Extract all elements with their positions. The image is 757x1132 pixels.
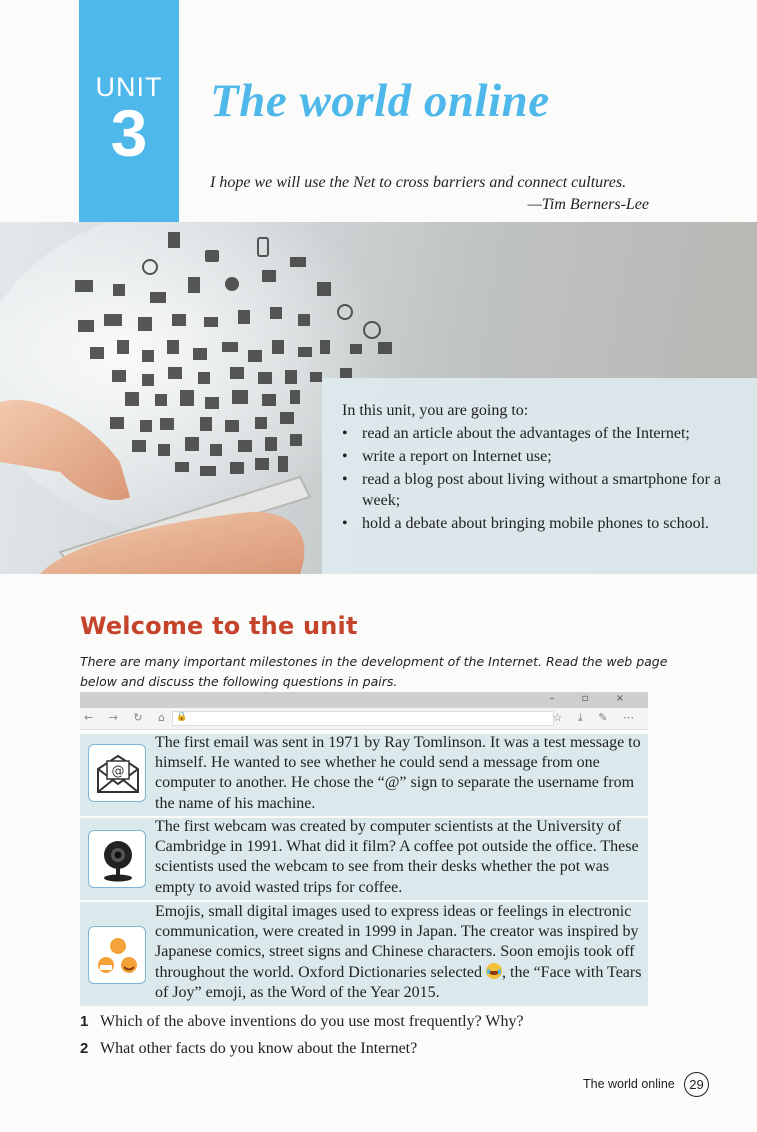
svg-text:@: @ (111, 764, 125, 779)
goal-item: • hold a debate about bringing mobile phones to school. (342, 513, 739, 534)
goal-item: • read a blog post about living without a smartphone for a week; (342, 469, 739, 511)
browser-action-icons[interactable]: ☆ ⤓ ✎ ⋯ (552, 711, 640, 724)
emoji-icon (88, 926, 146, 984)
browser-window (80, 692, 648, 732)
address-bar[interactable] (172, 711, 554, 726)
tears-of-joy-emoji-icon (486, 963, 502, 979)
page-title: The world online (210, 75, 550, 127)
question-1 (80, 1013, 524, 1031)
fact-text: The first webcam was created by computer scientists at the University of Cambridge in 1991. What did it film? A coffee pot outside the office. These scientists used the webcam to see from their desks whether the pot was empty to avoid wasted trips for coffee. (155, 818, 639, 896)
question-text: What other facts do you know about the Internet? (100, 1040, 418, 1057)
fact-email (80, 734, 648, 816)
email-icon (88, 744, 146, 802)
browser-toolbar (80, 708, 648, 730)
question-number: 1 (80, 1013, 89, 1030)
unit-number: 3 (110, 96, 148, 170)
section-instructions: There are many important milestones in the development of the Internet. Read the web page below and discuss the following questions in pairs. (80, 654, 668, 689)
goals-intro: In this unit, you are going to: (342, 402, 529, 419)
hero-image (0, 222, 757, 574)
browser-nav-icons[interactable]: ← → ↻ ⌂ (84, 711, 172, 724)
fact-text: The first email was sent in 1971 by Ray Tomlinson. It was a test message to himself. He wanted to see whether he could send a message from one computer to another. He chose the “@” sign to separate the username from the name of his machine. (155, 734, 641, 812)
browser-titlebar (80, 692, 648, 708)
question-2 (80, 1040, 417, 1058)
page-number: 29 (684, 1072, 709, 1097)
fact-text (155, 902, 645, 1003)
section-heading: Welcome to the unit (80, 612, 358, 640)
fact-text-part: , the “Face with Tears of Joy” emoji, as the Word of the Year 2015. (155, 963, 642, 1001)
quote: I hope we will use the Net to cross barriers and connect cultures. (210, 174, 627, 191)
fact-text-part: Emojis, small digital images used to express ideas or feelings in electronic communication, were created in 1999 in Japan. The creator was inspired by Japanese comics, street signs and Chinese characters. Soon emojis took off throughout the world. Oxford Dictionaries selected (155, 903, 639, 981)
unit-goals (322, 378, 757, 574)
lock-icon: 🔒 (176, 712, 188, 722)
question-number: 2 (80, 1040, 89, 1057)
unit-label: UNIT (95, 72, 163, 102)
quote-author: —Tim Berners-Lee (527, 196, 649, 213)
window-controls[interactable]: – ▫ × (549, 693, 636, 704)
unit-tab (79, 0, 179, 222)
fact-emoji (80, 902, 648, 1006)
goal-item: • read an article about the advantages of the Internet; (342, 423, 739, 444)
webcam-icon (88, 830, 146, 888)
goals-list (342, 423, 739, 534)
footer-title: The world online (583, 1077, 675, 1091)
goal-item: • write a report on Internet use; (342, 446, 739, 467)
question-text: Which of the above inventions do you use most frequently? Why? (100, 1013, 524, 1030)
fact-webcam (80, 818, 648, 900)
